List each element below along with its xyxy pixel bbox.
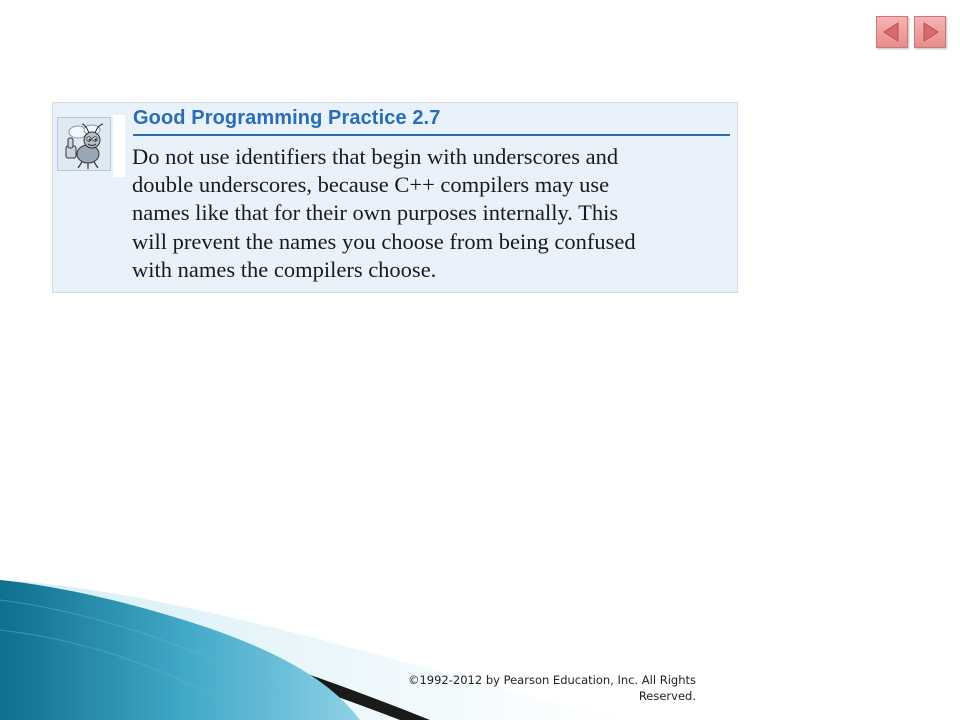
slide-navigation <box>876 16 946 48</box>
copyright-line: ©1992-2012 by Pearson Education, Inc. All Rights <box>407 673 696 687</box>
icon-divider-bar <box>113 115 125 177</box>
tip-title-underline <box>133 134 730 136</box>
tip-body-line: names like that for their own purposes internally. This <box>132 200 619 226</box>
tip-body <box>132 143 732 284</box>
left-arrow-icon <box>881 21 903 43</box>
tip-title: Good Programming Practice 2.7 <box>133 107 441 129</box>
right-arrow-icon <box>919 21 941 43</box>
previous-slide-button[interactable] <box>876 16 908 48</box>
good-programming-practice-box <box>52 102 738 293</box>
next-slide-button[interactable] <box>914 16 946 48</box>
tip-body-line: Do not use identifiers that begin with underscores and <box>132 144 619 169</box>
tip-body-line: double underscores, because C++ compilers may use <box>132 172 610 198</box>
copyright-notice <box>356 672 696 704</box>
tip-body-line: with names the compilers choose. <box>132 256 437 282</box>
thumbs-up-bug-icon <box>57 117 111 171</box>
tip-icon-column <box>53 103 125 292</box>
tip-body-line: will prevent the names you choose from being confused <box>132 228 636 254</box>
copyright-line: Reserved. <box>638 689 696 703</box>
